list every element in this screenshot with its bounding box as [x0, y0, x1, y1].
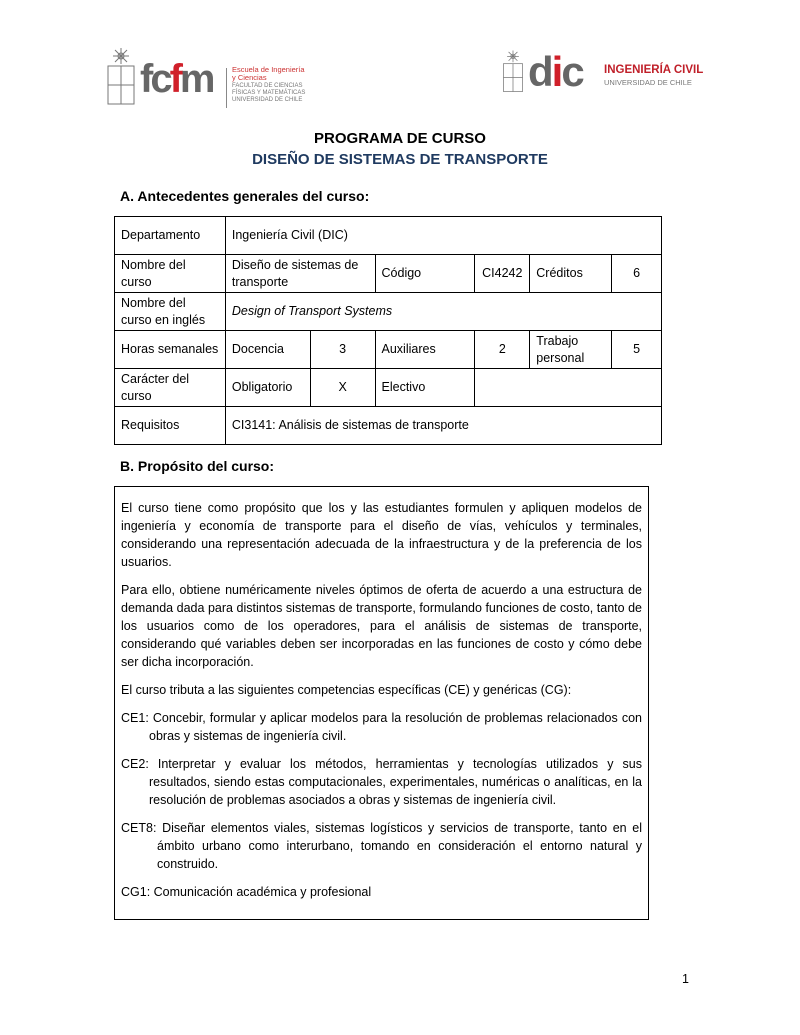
- logo-text: INGENIERÍA CIVIL: [604, 64, 704, 76]
- logo-divider: [226, 68, 227, 108]
- logo-text: UNIVERSIDAD DE CHILE: [232, 97, 303, 103]
- table-row: [115, 293, 662, 331]
- competency-item: CG1: Comunicación académica y profesional: [121, 885, 372, 899]
- table-row: [115, 407, 662, 445]
- requisitos-value: CI3141: Análisis de sistemas de transporte: [225, 407, 661, 445]
- section-a-heading: A. Antecedentes generales del curso:: [120, 188, 370, 204]
- document-title: PROGRAMA DE CURSO: [314, 130, 486, 147]
- creditos-value: 6: [612, 255, 662, 293]
- trabajo-value: 5: [612, 331, 662, 369]
- auxiliares-value: 2: [475, 331, 530, 369]
- fcfm-wordmark: fcfm: [140, 57, 213, 101]
- row-label: Requisitos: [115, 407, 226, 445]
- logo-text: UNIVERSIDAD DE CHILE: [604, 78, 692, 87]
- departamento-value: Ingeniería Civil (DIC): [225, 217, 661, 255]
- obligatorio-value: X: [310, 369, 375, 407]
- row-label: Nombre del curso: [115, 255, 226, 293]
- trabajo-label: Trabajo personal: [530, 331, 612, 369]
- logo-text: FÍSICAS Y MATEMÁTICAS: [232, 90, 306, 96]
- electivo-label: Electivo: [375, 369, 475, 407]
- paragraph: Para ello, obtiene numéricamente niveles óptimos de oferta de acuerdo a una estructura de demanda dada para distintos sistemas de transporte, formulando funciones de costo, tanto de los usuarios como de los operadores, para el análisis de sistemas de transporte, considerando qué variables deben ser incorporadas en las funciones de costo y cómo debe ser dicha incorporación.: [121, 583, 642, 669]
- table-row: [115, 255, 662, 293]
- docencia-label: Docencia: [225, 331, 310, 369]
- competency-item: CET8: Diseñar elementos viales, sistemas logísticos y servicios de transporte, tanto en el ámbito urbano como interurbano, tomando en consideración el entorno natural y construido.: [121, 821, 642, 871]
- competency-item: CE1: Concebir, formular y aplicar modelos para la resolución de problemas relacionados con obras y sistemas de ingeniería civil.: [121, 711, 642, 743]
- creditos-label: Créditos: [530, 255, 612, 293]
- codigo-label: Código: [375, 255, 475, 293]
- table-row: [115, 331, 662, 369]
- row-label: Carácter del curso: [115, 369, 226, 407]
- page-number: 1: [682, 972, 689, 986]
- table-row: [115, 369, 662, 407]
- table-row: [115, 217, 662, 255]
- docencia-value: 3: [310, 331, 375, 369]
- auxiliares-label: Auxiliares: [375, 331, 475, 369]
- course-title: DISEÑO DE SISTEMAS DE TRANSPORTE: [252, 151, 548, 168]
- logo-text: y Ciencias: [232, 73, 267, 82]
- purpose-box: [114, 486, 649, 920]
- nombre-value: Diseño de sistemas de transporte: [225, 255, 375, 293]
- section-b-heading: B. Propósito del curso:: [120, 458, 275, 474]
- row-label: Horas semanales: [115, 331, 226, 369]
- dic-wordmark: dic: [528, 48, 583, 95]
- electivo-value: [475, 369, 662, 407]
- codigo-value: CI4242: [475, 255, 530, 293]
- course-info-table: [114, 216, 662, 445]
- obligatorio-label: Obligatorio: [225, 369, 310, 407]
- paragraph: El curso tributa a las siguientes competencias específicas (CE) y genéricas (CG):: [121, 683, 572, 697]
- competency-item: CE2: Interpretar y evaluar los métodos, herramientas y tecnologías utilizados y sus resultados, siendo estas computacionales, experimentales, numéricas o analíticas, en la resolución de problemas asociados a obras y sistemas de ingeniería civil.: [121, 757, 642, 807]
- row-label: Departamento: [115, 217, 226, 255]
- logo-text: Escuela de Ingeniería: [232, 65, 305, 74]
- university-crest-icon: [502, 46, 524, 96]
- university-crest-icon: [106, 46, 136, 106]
- paragraph: El curso tiene como propósito que los y las estudiantes formulen y apliquen modelos de ingeniería y economía de transporte para el diseño de vías, vehículos y terminales, considerando una representación adecuada de la infraestructura y de la preferencia de los usuarios.: [121, 501, 642, 569]
- logo-text: FACULTAD DE CIENCIAS: [232, 83, 303, 89]
- dic-logo: [502, 46, 722, 98]
- fcfm-logo: [106, 46, 336, 108]
- ingles-value: Design of Transport Systems: [225, 293, 661, 331]
- row-label: Nombre del curso en inglés: [115, 293, 226, 331]
